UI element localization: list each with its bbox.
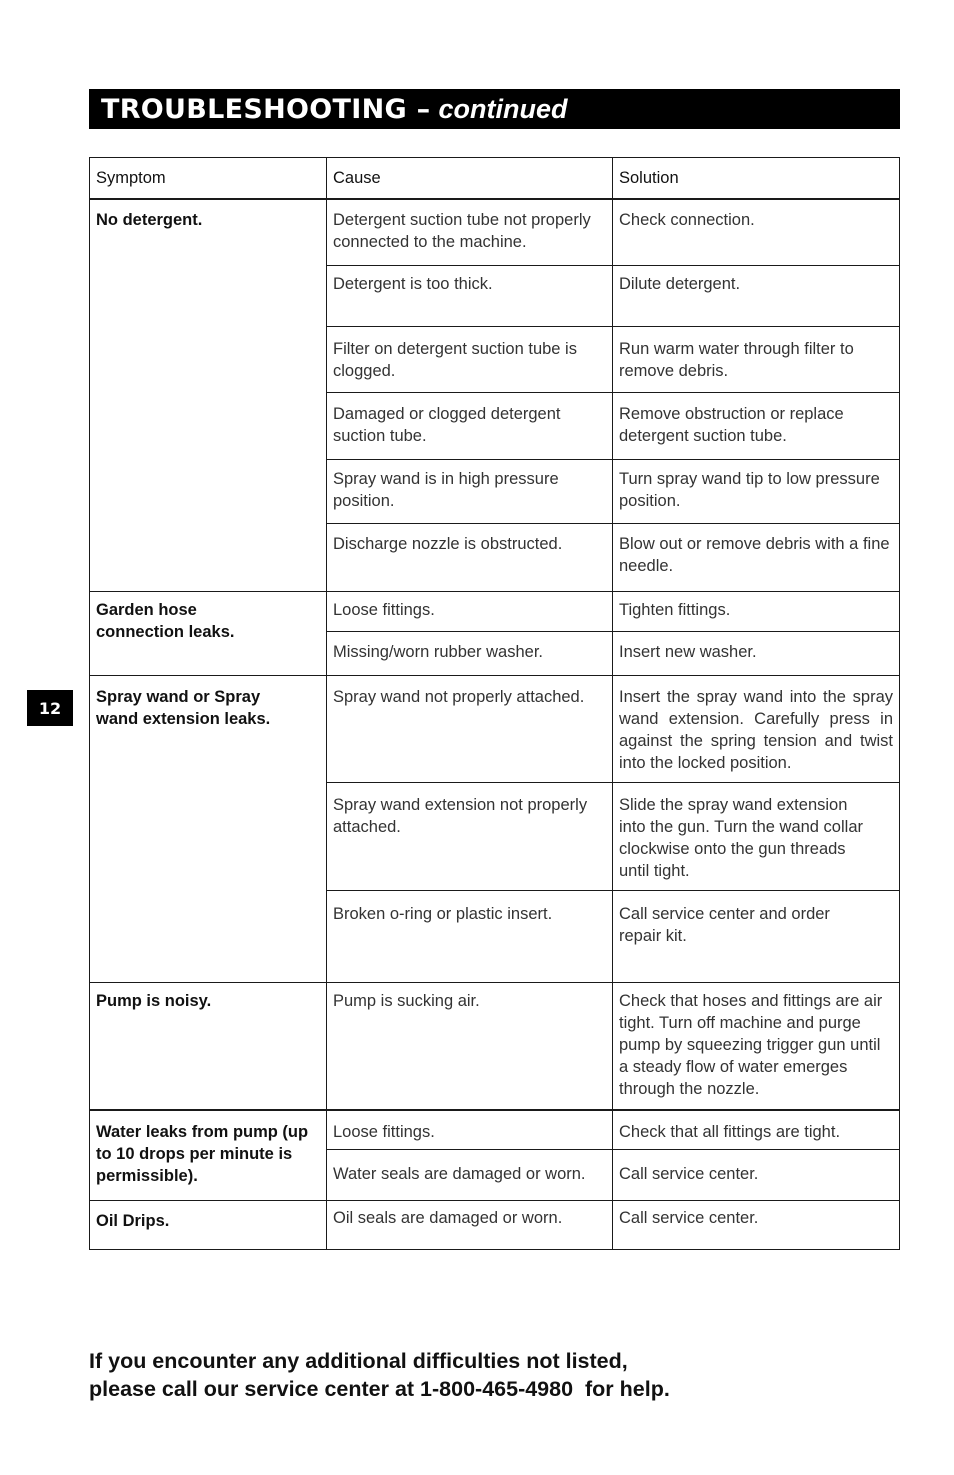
help-notice-line-1: If you encounter any additional difficulties not listed, xyxy=(89,1349,628,1373)
header-solution: Solution xyxy=(613,158,900,199)
cause-cell: Spray wand not properly attached. xyxy=(327,676,613,783)
table-row xyxy=(90,676,900,783)
cause-cell: Broken o-ring or plastic insert. xyxy=(327,891,613,983)
symptom-cell: No detergent. xyxy=(90,199,327,592)
section-title-banner xyxy=(89,89,900,129)
symptom-cell: Garden hose connection leaks. xyxy=(90,592,327,676)
cause-cell: Loose fittings. xyxy=(327,592,613,632)
solution-cell: Check connection. xyxy=(613,199,900,266)
section-title: TROUBLESHOOTING – xyxy=(101,93,431,125)
cause-cell: Missing/worn rubber washer. xyxy=(327,632,613,676)
table-row xyxy=(90,199,900,266)
symptom-cell: Pump is noisy. xyxy=(90,983,327,1110)
header-cause: Cause xyxy=(327,158,613,199)
section-subtitle: continued xyxy=(438,93,568,124)
cause-cell: Discharge nozzle is obstructed. xyxy=(327,524,613,592)
help-notice xyxy=(89,1347,670,1403)
solution-cell: Blow out or remove debris with a fine needle. xyxy=(613,524,900,592)
cause-cell: Pump is sucking air. xyxy=(327,983,613,1110)
solution-cell: Remove obstruction or replace detergent suction tube. xyxy=(613,393,900,460)
solution-cell: Insert new washer. xyxy=(613,632,900,676)
cause-cell: Detergent suction tube not properly connected to the machine. xyxy=(327,199,613,266)
solution-cell: Insert the spray wand into the spray wand extension. Carefully press in against the spring tension and twist into the locked position. xyxy=(613,676,900,783)
header-symptom: Symptom xyxy=(90,158,327,199)
solution-cell: Run warm water through filter to remove debris. xyxy=(613,327,900,393)
troubleshooting-table xyxy=(89,157,900,1250)
solution-cell: Call service center. xyxy=(613,1150,900,1201)
cause-cell: Oil seals are damaged or worn. xyxy=(327,1201,613,1250)
cause-cell: Loose fittings. xyxy=(327,1110,613,1150)
solution-cell: Dilute detergent. xyxy=(613,266,900,327)
cause-cell: Filter on detergent suction tube is clogged. xyxy=(327,327,613,393)
solution-cell: Call service center. xyxy=(613,1201,900,1250)
cause-cell: Spray wand is in high pressure position. xyxy=(327,460,613,524)
page-number-tab: 12 xyxy=(27,690,73,726)
cause-cell: Detergent is too thick. xyxy=(327,266,613,327)
table-row xyxy=(90,983,900,1110)
symptom-cell: Water leaks from pump (up to 10 drops per minute is permissible). xyxy=(90,1110,327,1201)
solution-cell: Check that hoses and fittings are air tight. Turn off machine and purge pump by squeezing trigger gun until a steady flow of water emerges through the nozzle. xyxy=(613,983,900,1110)
table-row xyxy=(90,1201,900,1250)
solution-cell: Call service center and order repair kit. xyxy=(613,891,900,983)
solution-cell: Turn spray wand tip to low pressure position. xyxy=(613,460,900,524)
symptom-cell: Spray wand or Spray wand extension leaks. xyxy=(90,676,327,983)
solution-cell: Tighten fittings. xyxy=(613,592,900,632)
solution-cell: Check that all fittings are tight. xyxy=(613,1110,900,1150)
table-row xyxy=(90,592,900,632)
symptom-cell: Oil Drips. xyxy=(90,1201,327,1250)
cause-cell: Damaged or clogged detergent suction tube. xyxy=(327,393,613,460)
cause-cell: Spray wand extension not properly attached. xyxy=(327,783,613,891)
cause-cell: Water seals are damaged or worn. xyxy=(327,1150,613,1201)
table-header-row xyxy=(90,158,900,199)
table-row xyxy=(90,1110,900,1150)
help-notice-line-2: please call our service center at 1-800-465-4980 for help. xyxy=(89,1377,670,1401)
solution-cell: Slide the spray wand extension into the gun. Turn the wand collar clockwise onto the gun threads until tight. xyxy=(613,783,900,891)
